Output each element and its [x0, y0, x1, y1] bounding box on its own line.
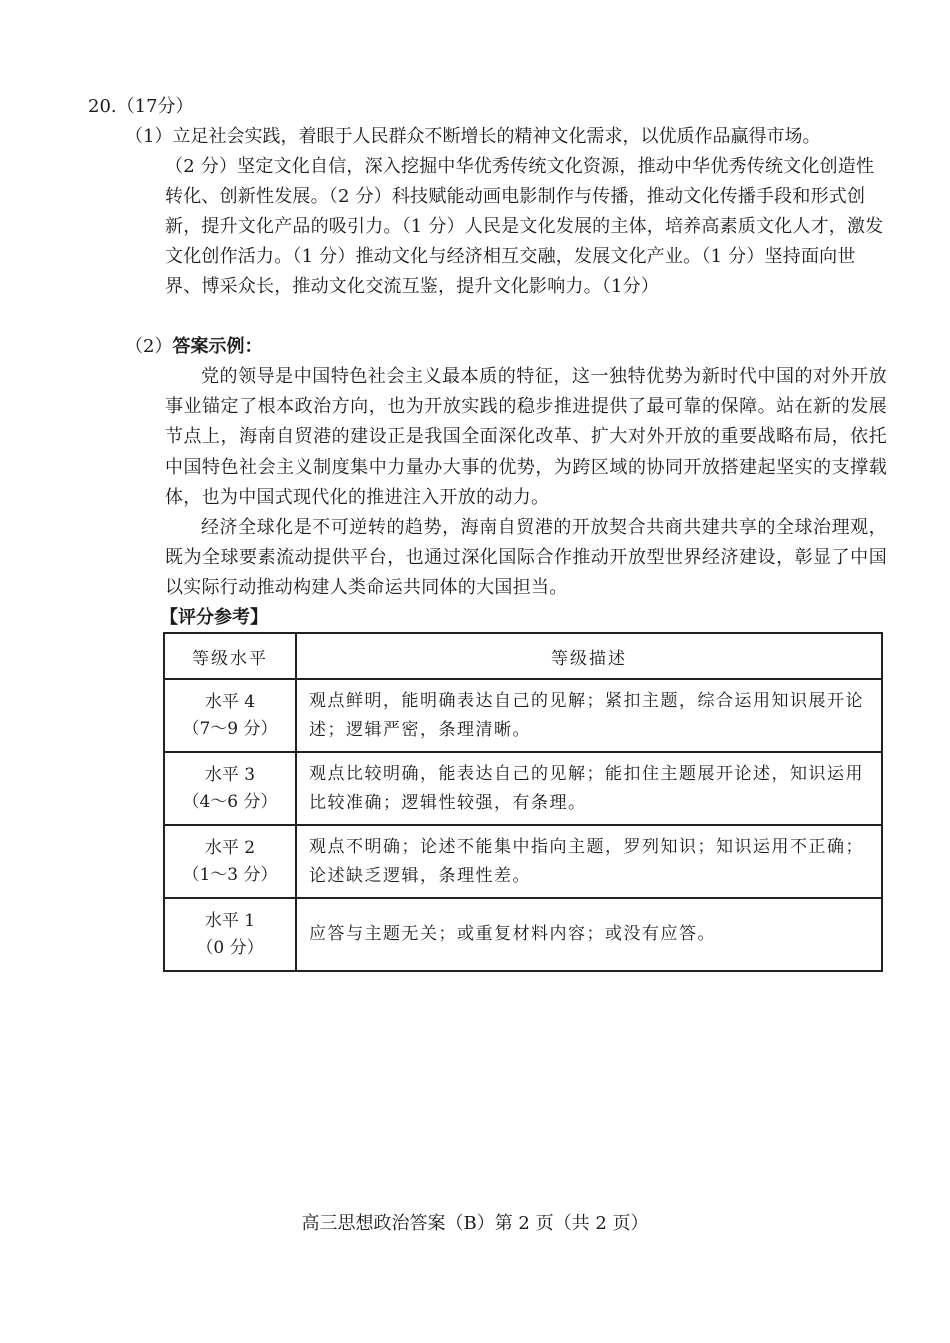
answer-example-label: 答案示例： [172, 336, 263, 357]
description-cell: 观点鲜明，能明确表达自己的见解；紧扣主题，综合运用知识展开论述；逻辑严密，条理清晰。 [296, 679, 882, 752]
rubric-table [163, 632, 883, 972]
description-cell: 应答与主题无关；或重复材料内容；或没有应答。 [296, 898, 882, 971]
description-cell: 观点不明确；论述不能集中指向主题，罗列知识；知识运用不正确；论述缺乏逻辑，条理性差。 [296, 825, 882, 898]
part2-heading [125, 332, 262, 362]
description-cell: 观点比较明确，能表达自己的见解；能扣住主题展开论述，知识运用比较准确；逻辑性较强，有条理。 [296, 752, 882, 825]
question-number: 20.（17分） [88, 96, 194, 117]
level-cell: 水平 3 （4～6 分） [164, 752, 296, 825]
part2-label: （2） [125, 336, 173, 357]
level-cell: 水平 2 （1～3 分） [164, 825, 296, 898]
part1-label: （1） [125, 126, 173, 147]
table-row [164, 898, 882, 971]
rubric-header-row [164, 633, 882, 679]
level-cell: 水平 1 （0 分） [164, 898, 296, 971]
essay-paragraph: 经济全球化是不可逆转的趋势，海南自贸港的开放契合共商共建共享的全球治理观，既为全球要素流动提供平台，也通过深化国际合作推动开放型世界经济建设，彰显了中国以实际行动推动构建人类命运共同体的大国担当。 [165, 517, 887, 599]
table-row [164, 679, 882, 752]
level-cell: 水平 4 （7～9 分） [164, 679, 296, 752]
table-row [164, 752, 882, 825]
essay-paragraph: 党的领导是中国特色社会主义最本质的特征，这一独特优势为新时代中国的对外开放事业锚定了根本政治方向，也为开放实践的稳步推进提供了最可靠的保障。站在新的发展节点上，海南自贸港的建设正是我国全面深化改革、扩大对外开放的重要战略布局，依托中国特色社会主义制度集中力量办大事的优势，为跨区域的协同开放搭建起坚实的支撑载体，也为中国式现代化的推进注入开放的动力。 [165, 366, 887, 508]
rubric-title: 【评分参考】 [160, 607, 268, 628]
part1-continuation: （2 分）坚定文化自信，深入挖掘中华优秀传统文化资源，推动中华优秀传统文化创造性转化、创新性发展。（2 分）科技赋能动画电影制作与传播，推动文化传播手段和形式创新，提升文化产品的吸引力。（1 分）人民是文化发展的主体，培养高素质文化人才，激发文化创作活力。（1 分）推动文化与经济相互交融，发展文化产业。（1 分）坚持面向世界、博采众长，推动文化交流互鉴，提升文化影响力。（1分） [165, 156, 884, 297]
page-footer: 高三思想政治答案（B）第 2 页（共 2 页） [301, 1213, 649, 1234]
header-level: 等级水平 [164, 633, 296, 679]
part1-answer [125, 122, 895, 302]
sample-essay [165, 362, 887, 604]
table-row [164, 825, 882, 898]
part1-first-line: （1）立足社会实践，着眼于人民群众不断增长的精神文化需求，以优质作品赢得市场。 [125, 126, 821, 147]
header-description: 等级描述 [296, 633, 882, 679]
